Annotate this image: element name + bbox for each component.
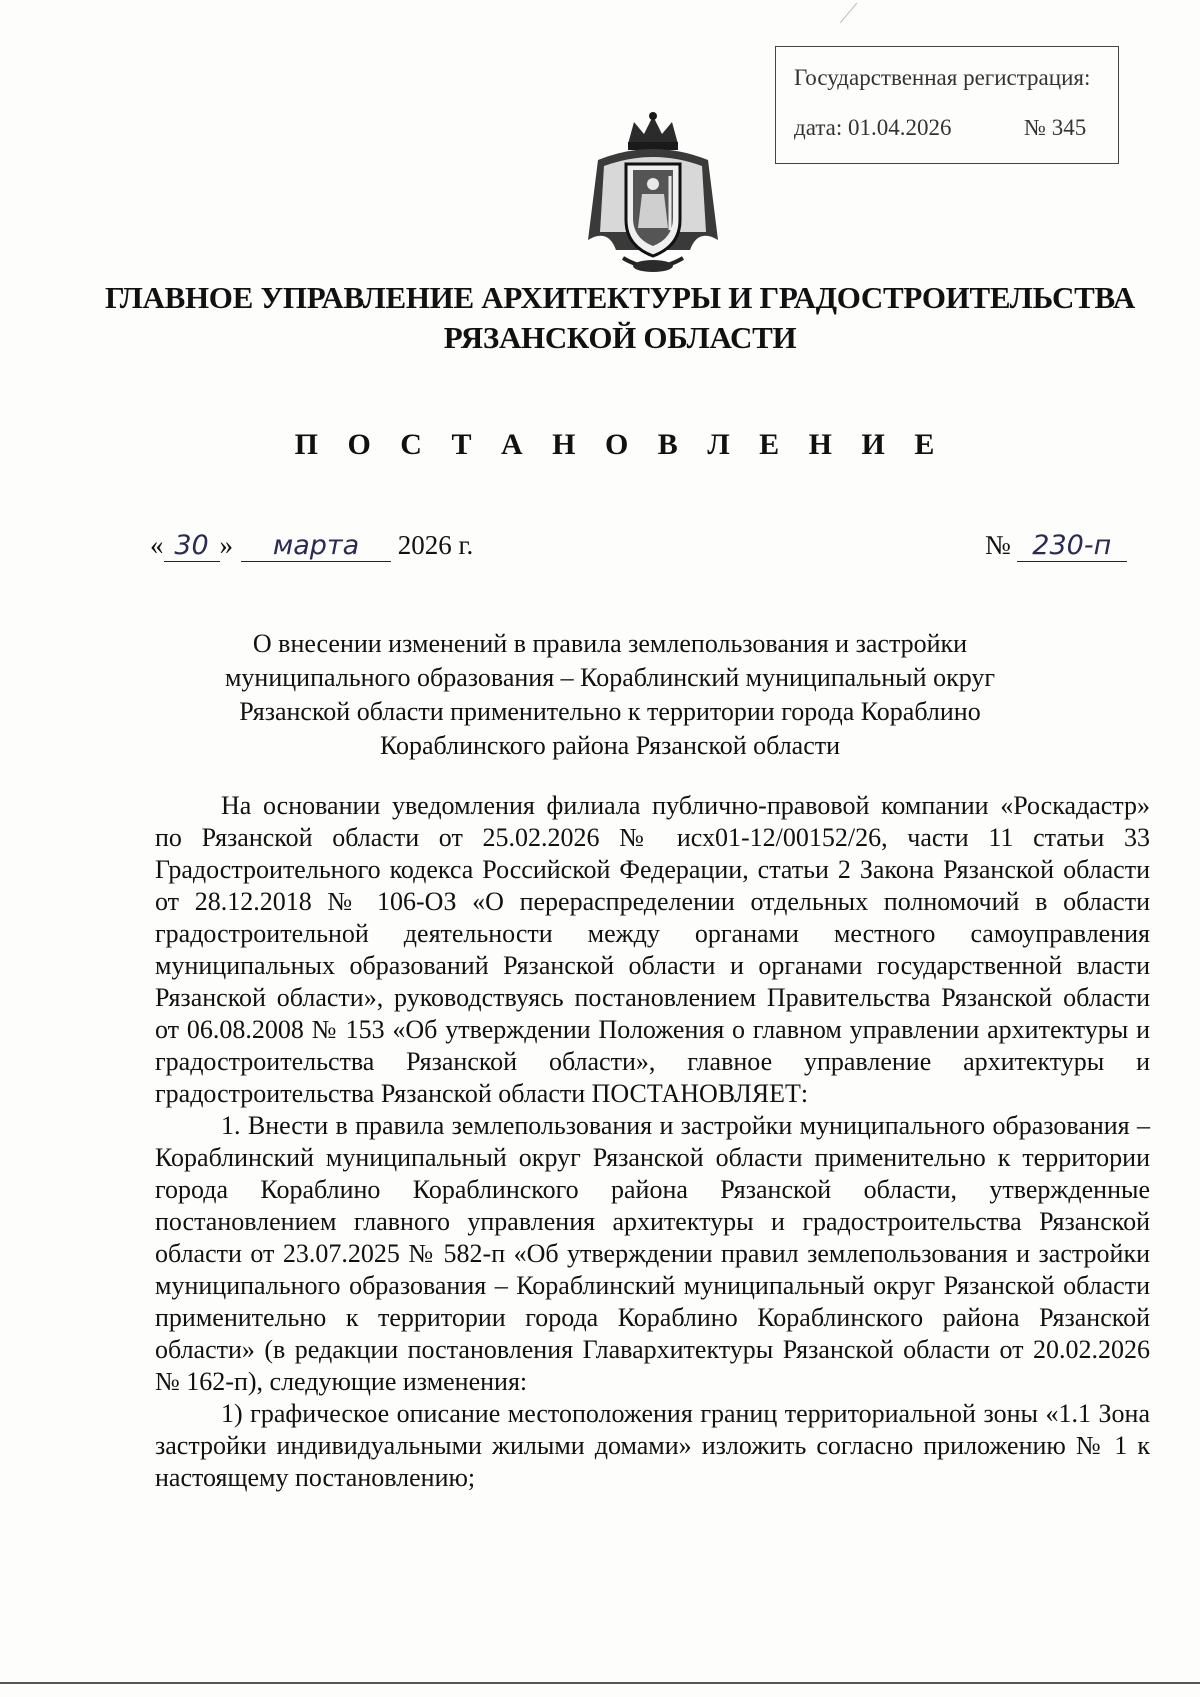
page-bottom-border: [0, 1682, 1200, 1684]
registration-title: Государственная регистрация:: [794, 65, 1091, 90]
subject-line4: Кораблинского района Рязанской области: [379, 731, 841, 760]
registration-number: № 345: [1024, 115, 1087, 140]
document-body: [155, 790, 1150, 1494]
body-paragraph-preamble: На основании уведомления филиала публично-правовой компании «Роскадастр» по Рязанской области от 25.02.2026 № исх01-12/00152/26, части 11 статьи 33 Градостроительного кодекса Российской Федерации, статьи 2 Закона Рязанской области от 28.12.2018 № 106-ОЗ «О перераспределении отдельных полномочий в области градостроительной деятельности между органами местного самоуправления муниципальных образований Рязанской области и органами государственной власти Рязанской области», руководствуясь постановлением Правительства Рязанской области от 06.08.2008 № 153 «Об утверждении Положения о главном управлении архитектуры и градостроительства Рязанской области», главное управление архитектуры и градостроительства Рязанской области ПОСТАНОВЛЯЕТ:: [155, 791, 1150, 1108]
body-paragraph-item-1: 1. Внести в правила землепользования и застройки муниципального образования – Кораблинский муниципальный округ Рязанской области применительно к территории города Кораблино Кораблинского района Рязанской области, утвержденные постановлением главного управления архитектуры и градостроительства Рязанской области от 23.07.2025 № 582-п «Об утверждении правил землепользования и застройки муниципального образования – Кораблинский муниципальный округ Рязанской области применительно к территории города Кораблино Кораблинского района Рязанской области» (в редакции постановления Главархитектуры Рязанской области от 20.02.2026 № 162-п), следующие изменения:: [155, 1111, 1150, 1396]
quote-close: »: [219, 530, 233, 560]
organization-name-line2: РЯЗАНСКОЙ ОБЛАСТИ: [443, 320, 797, 355]
subject-line3: Рязанской области применительно к территории города Кораблино: [239, 697, 981, 726]
ryazan-coat-of-arms-icon: [578, 110, 728, 280]
scan-artifact-line: [840, 3, 857, 24]
document-date: [150, 530, 473, 562]
subject-line1: О внесении изменений в правила землепользования и застройки: [252, 629, 968, 658]
body-paragraph-subitem-1: 1) графическое описание местоположения границ территориальной зоны «1.1 Зона застройки индивидуальными жилыми домами» изложить согласно приложению № 1 к настоящему постановлению;: [155, 1399, 1150, 1492]
document-number: [985, 530, 1127, 562]
quote-open: «: [150, 530, 164, 560]
subject-line2: муниципального образования – Кораблинский муниципальный округ: [224, 663, 996, 692]
document-year: 2026 г.: [397, 530, 474, 560]
registration-stamp: [775, 46, 1119, 164]
registration-date: дата: 01.04.2026: [794, 115, 952, 140]
organization-name-line1: ГЛАВНОЕ УПРАВЛЕНИЕ АРХИТЕКТУРЫ И ГРАДОСТРОИТЕЛЬСТВА: [104, 280, 1135, 315]
organization-name: [80, 278, 1160, 358]
handwritten-month: марта: [241, 530, 391, 562]
number-prefix: №: [985, 530, 1011, 560]
document-type-title: П О С Т А Н О В Л Е Н И Е: [294, 428, 946, 461]
document-subject: [150, 627, 1070, 763]
handwritten-day: 30: [164, 530, 220, 562]
handwritten-number: 230-п: [1017, 530, 1127, 562]
